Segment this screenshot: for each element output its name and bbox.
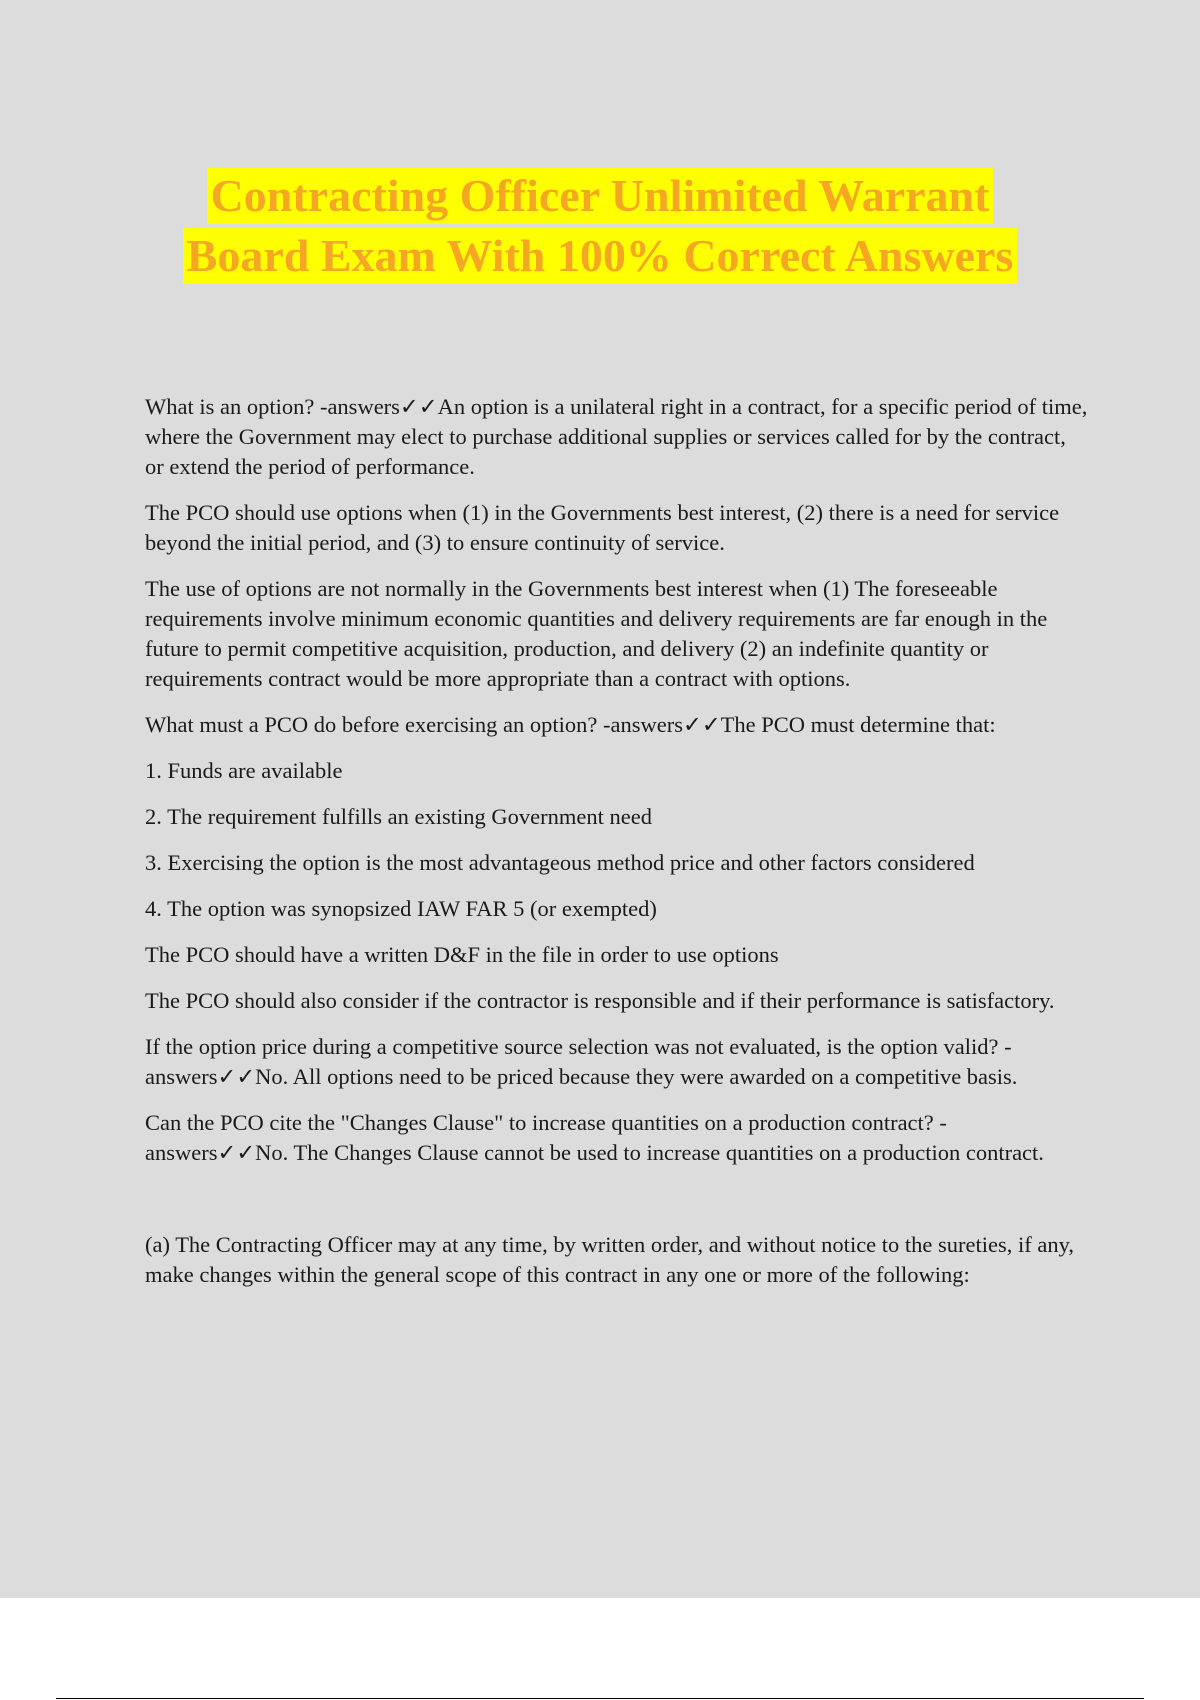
list-item: 3. Exercising the option is the most advantageous method price and other factors considered [145,850,975,875]
paragraph-before-exercising: What must a PCO do before exercising an option? -answers✓✓The PCO must determine that: [145,712,996,737]
paragraph-contractor-responsible: The PCO should also consider if the contractor is responsible and if their performance is satisfactory. [145,988,1055,1013]
paragraph-changes-clause: Can the PCO cite the "Changes Clause" to increase quantities on a production contract? -answers✓✓No. The Changes Clause cannot be used to increase quantities on a production contract. [145,1110,1044,1165]
list-item: 4. The option was synopsized IAW FAR 5 (or exempted) [145,896,657,921]
paragraph-when-not-to-use-options: The use of options are not normally in the Governments best interest when (1) The foreseeable requirements involve minimum economic quantities and delivery requirements are far enough in the future to permit competitive acquisition, production, and delivery (2) an indefinite quantity or requirements contract would be more appropriate than a contract with options. [145,576,1048,691]
paragraph-written-df: The PCO should have a written D&F in the file in order to use options [145,942,779,967]
document-title [0,168,1200,288]
list-item: 2. The requirement fulfills an existing Government need [145,804,652,829]
paragraph-contracting-officer-changes: (a) The Contracting Officer may at any time, by written order, and without notice to the sureties, if any, make changes within the general scope of this contract in any one or more of the following: [145,1232,1075,1287]
document-body [145,392,1090,1306]
paragraph-option-price-valid: If the option price during a competitive source selection was not evaluated, is the option valid? -answers✓✓No. All options need to be priced because they were awarded on a competitive basis. [145,1034,1018,1089]
title-line-2: Board Exam With 100% Correct Answers [183,228,1018,284]
list-item: 1. Funds are available [145,758,343,783]
paragraph-when-to-use-options: The PCO should use options when (1) in the Governments best interest, (2) there is a need for service beyond the initial period, and (3) to ensure continuity of service. [145,500,1060,555]
title-line-1: Contracting Officer Unlimited Warrant [207,168,994,224]
footer-divider [56,1698,1144,1699]
paragraph-option-definition: What is an option? -answers✓✓An option is a unilateral right in a contract, for a specific period of time, where the Government may elect to purchase additional supplies or services called for by the contract, or extend the period of performance. [145,394,1088,479]
